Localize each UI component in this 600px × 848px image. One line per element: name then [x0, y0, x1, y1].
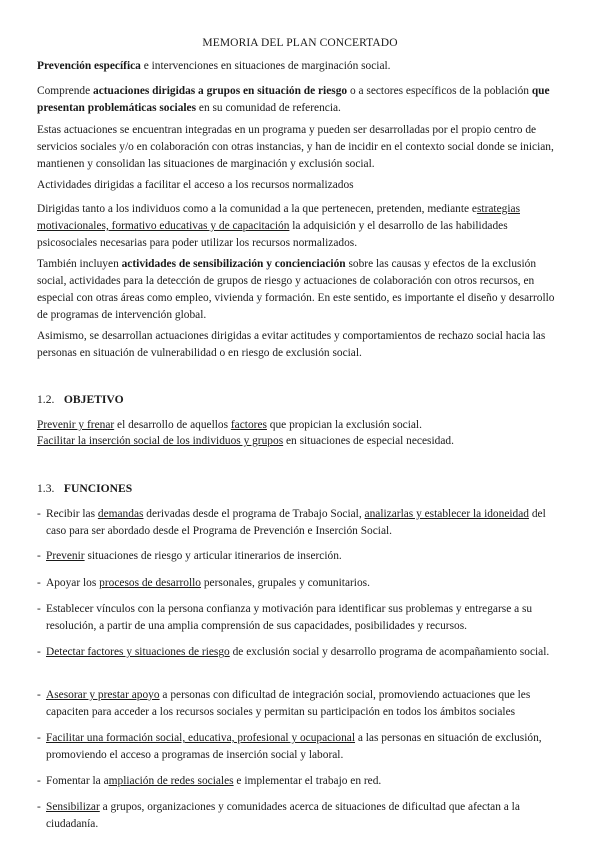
intro-p1-bold: Prevención específica [37, 60, 141, 72]
objetivo-l2-underline: Facilitar la inserción social de los individuos y grupos [37, 435, 284, 447]
intro-p2-text-a: Comprende [37, 85, 93, 97]
intro-p2-bold-2: que presentan problemáticas sociales [37, 85, 550, 114]
intro-p1-text: e intervenciones en situaciones de marginación social. [140, 60, 391, 72]
list-dash: - [37, 732, 41, 744]
intro-p5-text-a: Dirigidas tanto a los individuos como a la comunidad a la que pertenecen, pretenden, mediante e [37, 203, 477, 215]
intro-paragraph-5 [37, 201, 564, 252]
list-dash: - [37, 550, 41, 562]
section-number: 1.2. [37, 393, 55, 406]
intro-p5-underline: strategias motivacionales, formativo educativas y de capacitación [37, 203, 520, 232]
intro-p6-text-a: También incluyen [37, 258, 122, 270]
funcion-item-3: - Apoyar los procesos de desarrollo personales, grupales y comunitarios. [37, 575, 564, 592]
section-number: 1.3. [37, 482, 55, 495]
list-dash: - [37, 508, 41, 520]
intro-paragraph-7 [37, 328, 564, 362]
funcion-item-2: - Prevenir situaciones de riesgo y articular itinerarios de inserción. [37, 548, 564, 565]
intro-p2-bold-1: actuaciones dirigidas a grupos en situación de riesgo [93, 85, 348, 97]
section-title: FUNCIONES [63, 482, 133, 495]
intro-p6-bold: actividades de sensibilización y concienciación [121, 258, 346, 270]
intro-paragraph-2 [37, 83, 564, 117]
objetivo-line-2 [37, 433, 564, 450]
intro-paragraph-6 [37, 256, 564, 324]
intro-p2-text-c: en su comunidad de referencia. [196, 102, 341, 114]
intro-paragraph-4 [37, 177, 564, 194]
intro-p2-text-b: o a sectores específicos de la población [347, 85, 532, 97]
list-dash: - [37, 646, 41, 658]
objetivo-l1-text-b: que propician la exclusión social. [266, 419, 422, 431]
section-heading-objetivo [37, 393, 124, 406]
list-dash: - [37, 577, 41, 589]
intro-p3-text: Estas actuaciones se encuentran integradas en un programa y pueden ser desarrolladas por el propio centro de servicios sociales y/o en colaboración con otras instancias, y han de incidir en el contexto social donde se inician, mantienen y consolidan las situaciones de marginación y exclusión social. [37, 124, 554, 170]
funcion-item-9: - Sensibilizar a grupos, organizaciones y comunidades acerca de situaciones de dificultad que afectan a la ciudadanía. [37, 801, 520, 830]
funcion-item-8: - Fomentar la ampliación de redes sociales e implementar el trabajo en red. [37, 773, 564, 790]
intro-p6-text-b: sobre las causas y efectos de la exclusión social, actividades para la detección de grupos de riesgo y actuaciones de colaboración con otros recursos, en especial con otras áreas como empleo, vivienda y formación. En este sentido, es importante el diseño y desarrollo de programas de intervención global. [37, 258, 555, 321]
objetivo-line-1 [37, 417, 564, 434]
page-title: MEMORIA DEL PLAN CONCERTADO [202, 37, 398, 49]
objetivo-l1-underline-2: factores [230, 419, 267, 431]
funcion-item-7: - Facilitar una formación social, educativa, profesional y ocupacional a las personas en situación de exclusión, promoviendo el acceso a programas de inserción social y laboral. [37, 732, 542, 761]
objetivo-l1-underline-1: Prevenir y frenar [37, 419, 115, 431]
objetivo-l1-text-a: el desarrollo de aquellos [114, 419, 231, 431]
funcion-item-1: - Recibir las demandas derivadas desde el programa de Trabajo Social, analizarlas y establecer la idoneidad del caso para ser abordado desde el Programa de Prevención e Inserción Social. [37, 508, 546, 537]
intro-paragraph-1 [37, 58, 564, 75]
objetivo-l2-text: en situaciones de especial necesidad. [283, 435, 454, 447]
section-heading-funciones [37, 482, 132, 495]
list-dash: - [37, 801, 41, 813]
list-dash: - [37, 775, 41, 787]
intro-p5-text-b: la adquisición y el desarrollo de las habilidades psicosociales necesarias para poder utilizar los recursos normalizados. [37, 220, 508, 249]
section-title: OBJETIVO [63, 393, 124, 406]
list-dash: - [37, 689, 41, 701]
intro-p7-text: Asimismo, se desarrollan actuaciones dirigidas a evitar actitudes y comportamientos de rechazo social hacia las personas en situación de vulnerabilidad o en riesgo de exclusión social. [37, 330, 546, 359]
intro-p4-text: Actividades dirigidas a facilitar el acceso a los recursos normalizados [37, 179, 354, 191]
funcion-item-5: - Detectar factores y situaciones de riesgo de exclusión social y desarrollo programa de acompañamiento social. [37, 644, 564, 661]
list-dash: - [37, 603, 41, 615]
funcion-item-6: - Asesorar y prestar apoyo a personas con dificultad de integración social, promoviendo actuaciones que les capaciten para acceder a los recursos sociales y permitan su participación en todos los ámbitos sociales [37, 689, 531, 718]
funcion-item-4: - Establecer vínculos con la persona confianza y motivación para identificar sus problemas y entregarse a su resolución, a partir de una amplia comprensión de sus capacidades, posibilidades y recursos. [37, 603, 533, 632]
intro-paragraph-3 [37, 122, 564, 173]
